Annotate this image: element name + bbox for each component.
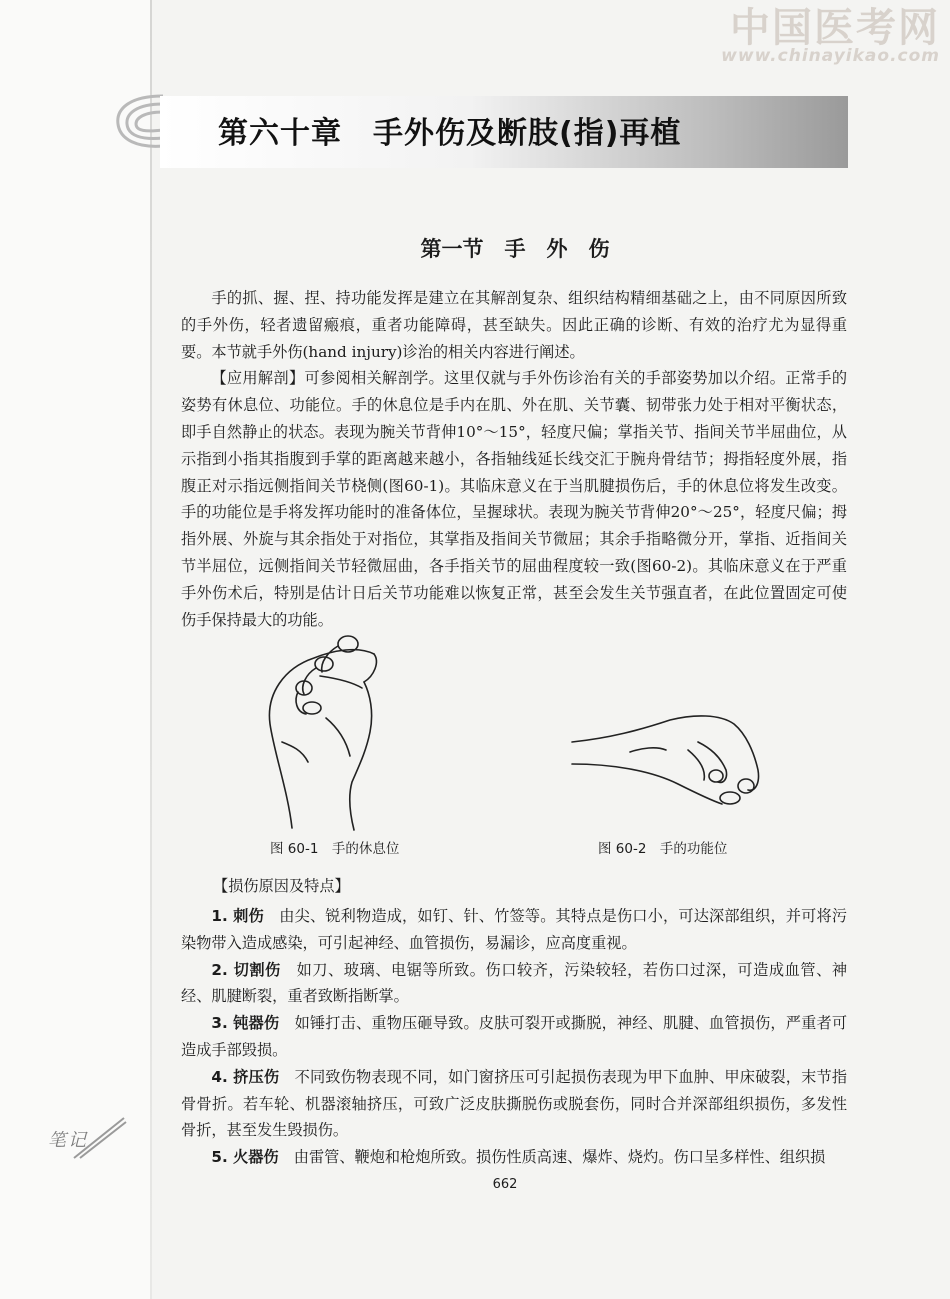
- injury-text: 如锤打击、重物压砸导致。皮肤可裂开或撕脱，神经、肌腱、血管损伤，严重者可造成手部毁损。: [181, 1014, 848, 1059]
- page-fold-edge: [150, 0, 152, 1299]
- injury-label: 4. 挤压伤: [211, 1067, 280, 1086]
- chapter-title: 第六十章 手外伤及断肢(指)再植: [218, 116, 682, 151]
- injury-text: 不同致伤物表现不同，如门窗挤压可引起损伤表现为甲下血肿、甲床破裂，末节指骨骨折。若车轮、机器滚轴挤压，可致广泛皮肤撕脱伤或脱套伤，同时合并深部组织损伤，多发性骨折，甚至发生毁损伤。: [181, 1067, 848, 1140]
- injury-text: 如刀、玻璃、电锯等所致。伤口较齐，污染较轻，若伤口过深，可造成血管、神经、肌腱断裂，重者致断指断掌。: [181, 960, 848, 1006]
- watermark-url: www.chinayikao.com: [721, 46, 940, 66]
- figure-60-1-caption: 图 60-1 手的休息位: [270, 841, 400, 857]
- chapter-swirl-icon: [108, 88, 168, 160]
- injury-text: 由尖、锐利物造成，如钉、针、竹签等。其特点是伤口小，可达深部组织，并可将污染物带入造成感染，可引起神经、血管损伤，易漏诊，应高度重视。: [181, 907, 848, 952]
- injury-item: [181, 957, 847, 1011]
- injury-item: [181, 1010, 847, 1064]
- page-margin: [0, 0, 150, 1299]
- injury-item: [181, 1144, 847, 1171]
- watermark: [721, 6, 940, 66]
- injury-label: 1. 刺伤: [211, 907, 264, 925]
- injury-item: [181, 1064, 847, 1144]
- injury-label: 3. 钝器伤: [211, 1014, 280, 1033]
- injury-list: [181, 903, 847, 1171]
- figure-60-2-caption: 图 60-2 手的功能位: [598, 841, 728, 857]
- injury-label: 5. 火器伤: [211, 1148, 279, 1167]
- injury-text: 由雷管、鞭炮和枪炮所致。损伤性质高速、爆炸、烧灼。伤口呈多样性、组织损: [293, 1148, 826, 1167]
- pencil-icon: [70, 1112, 130, 1162]
- anatomy-paragraph: 【应用解剖】可参阅相关解剖学。这里仅就与手外伤诊治有关的手部姿势加以介绍。正常手的姿势有休息位、功能位。手的休息位是手内在肌、外在肌、关节囊、韧带张力处于相对平衡状态，即手自然静止的状态。表现为腕关节背伸10°～15°，轻度尺偏；掌指关节、指间关节半屈曲位，从示指到小指其指腹到手掌的距离越来越小，各指轴线延长线交汇于腕舟骨结节；拇指轻度外展，指腹正对示指远侧指间关节桡侧(图60-1)。其临床意义在于当肌腱损伤后，手的休息位将发生改变。手的功能位是手将发挥功能时的准备体位，呈握球状。表现为腕关节背伸20°～25°，轻度尺偏；拇指外展、外旋与其余指处于对指位，其掌指及指间关节微屈；其余手指略微分开，掌指、近指间关节半屈位，远侧指间关节轻微屈曲，各手指关节的屈曲程度较一致(图60-2)。其临床意义在于严重手外伤术后，特别是估计日后关节功能难以恢复正常，甚至会发生关节强直者，在此位置固定可使伤手保持最大的功能。: [181, 369, 847, 629]
- intro-block: [181, 285, 847, 633]
- injury-label: 2. 切割伤: [211, 960, 281, 979]
- figure-60-2-function-position: [572, 716, 759, 804]
- page-number: 662: [492, 1177, 518, 1192]
- section-title: 第一节 手 外 伤: [420, 237, 610, 261]
- injury-section-header: 【损伤原因及特点】: [213, 877, 350, 895]
- injury-item: [181, 903, 847, 957]
- figure-60-1-rest-position: [262, 632, 412, 832]
- margin-notes-label: 笔记: [48, 1130, 88, 1151]
- watermark-title: 中国医考网: [730, 5, 940, 51]
- intro-paragraph: 手的抓、握、捏、持功能发挥是建立在其解剖复杂、组织结构精细基础之上，由不同原因所致的手外伤，轻者遗留瘢痕，重者功能障碍，甚至缺失。因此正确的诊断、有效的治疗尤为显得重要。本节就手外伤(hand injury)诊治的相关内容进行阐述。: [181, 289, 847, 361]
